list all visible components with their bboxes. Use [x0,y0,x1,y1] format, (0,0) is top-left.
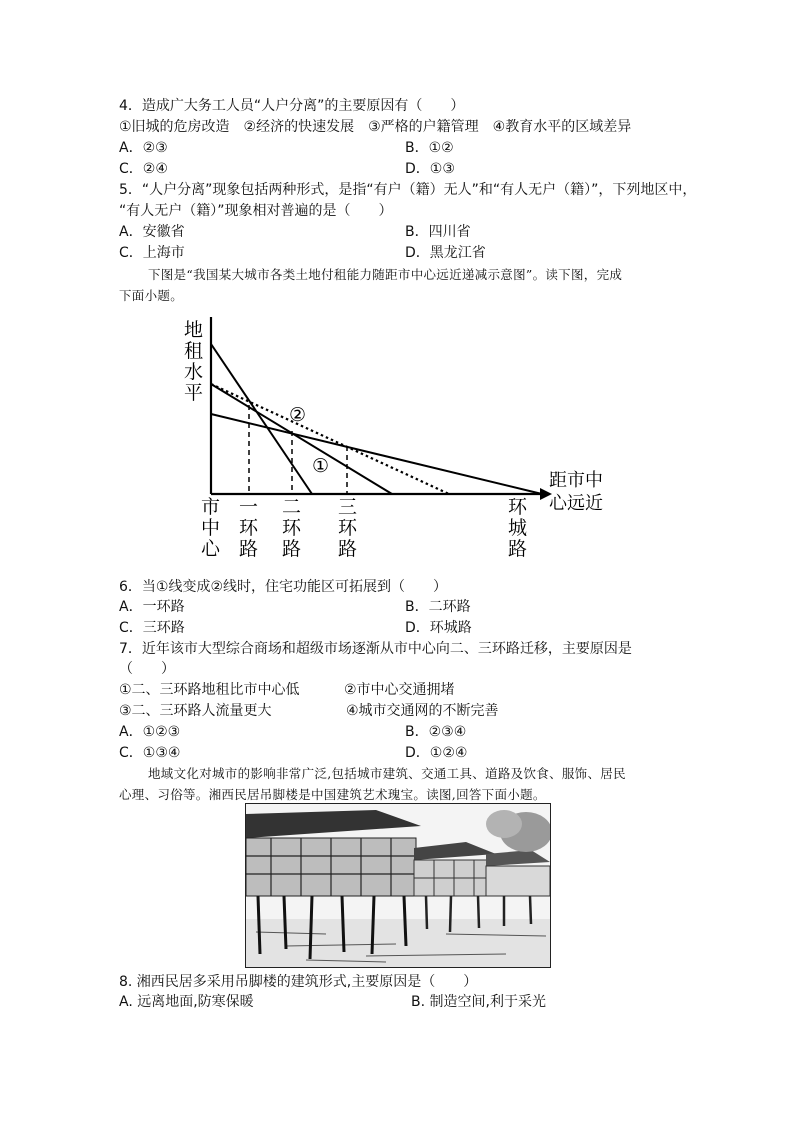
figure-intro-line1: 下图是“我国某大城市各类土地付租能力随距市中心远近递减示意图”。读下图，完成 [148,267,623,282]
y-axis-label-1: 租 [184,340,204,362]
x-tick-3-char2: 路 [338,538,358,560]
x-tick-3-char1: 环 [338,517,358,539]
q4-items: ①旧城的危房改造 ②经济的快速发展 ③严格的户籍管理 ④教育水平的区域差异 [119,119,632,135]
q7-option-c: C．①③④ [119,745,181,761]
y-axis-label-3: 平 [184,382,204,404]
q4-option-a: A．②③ [119,140,168,156]
q7-stem-line2: （ ） [119,661,175,677]
q5-option-a: A．安徽省 [119,224,185,240]
q7-item-4: ④城市交通网的不断完善 [346,703,499,719]
x-tick-2-char2: 路 [282,538,302,560]
q4-stem: 4．造成广大务工人员“人户分离”的主要原因有（ ） [119,98,465,114]
q7-item-1: ①二、三环路地租比市中心低 [119,682,300,698]
rent-curve-diagram [170,312,620,564]
x-axis-label-line2: 心远近 [549,493,603,514]
x-tick-0-char1: 中 [201,517,221,539]
culture-intro-line2: 心理、习俗等。湘西民居吊脚楼是中国建筑艺术瑰宝。读图,回答下面小题。 [119,787,546,802]
y-axis-label-0: 地 [184,319,204,341]
x-tick-4-char0: 环 [508,496,528,518]
rent-line-2-dotted [211,384,449,494]
q5-stem-line2: “有人无户（籍）”现象相对普遍的是（ ） [119,203,393,219]
q8-stem: 8. 湘西民居多采用吊脚楼的建筑形式,主要原因是（ ） [119,974,478,990]
x-tick-1-char0: 一 [239,496,259,518]
q6-option-d: D．环城路 [405,620,472,636]
q7-option-d: D．①②④ [405,745,468,761]
x-tick-3-char0: 三 [338,496,358,518]
q6-option-c: C．三环路 [119,620,185,636]
x-tick-0-char0: 市 [201,496,221,518]
q5-option-b: B．四川省 [405,224,471,240]
q7-option-b: B．②③④ [405,724,467,740]
q8-option-b: B. 制造空间,利于采光 [411,994,546,1010]
x-tick-1-char1: 环 [239,517,259,539]
line-marker-1: ① [312,455,330,477]
rent-line-industrial [211,414,542,494]
line-marker-2: ② [289,404,307,426]
x-tick-0-char2: 心 [201,538,221,560]
q7-item-2: ②市中心交通拥堵 [344,682,455,698]
q4-option-d: D．①③ [405,161,455,177]
q7-stem-line1: 7．近年该市大型综合商场和超级市场逐渐从市中心向二、三环路迁移，主要原因是 [119,641,632,657]
q5-option-d: D．黑龙江省 [405,245,486,261]
stilt-house-illustration [245,803,551,968]
x-tick-4-char1: 城 [508,517,528,539]
x-tick-2-char0: 二 [282,496,302,518]
q4-option-b: B．①② [405,140,454,156]
y-axis-label-2: 水 [184,361,204,383]
x-tick-1-char2: 路 [239,538,259,560]
q4-option-c: C．②④ [119,161,168,177]
culture-intro-line1: 地域文化对城市的影响非常广泛,包括城市建筑、交通工具、道路及饮食、服饰、居民 [148,766,626,781]
figure-intro-line2: 下面小题。 [119,288,184,303]
q6-option-b: B．二环路 [405,599,471,615]
q5-option-c: C．上海市 [119,245,185,261]
q6-option-a: A．一环路 [119,599,185,615]
x-tick-2-char1: 环 [282,517,302,539]
q7-item-3: ③二、三环路人流量更大 [119,703,272,719]
x-tick-4-char2: 路 [508,538,528,560]
q5-stem-line1: 5．“人户分离”现象包括两种形式，是指“有户（籍）无人”和“有人无户（籍）”，下列地区中， [119,182,697,198]
q8-option-a: A. 远离地面,防寒保暖 [119,994,254,1010]
q7-option-a: A．①②③ [119,724,181,740]
q6-stem: 6．当①线变成②线时，住宅功能区可拓展到（ ） [119,579,448,595]
x-axis-label-line1: 距市中 [549,470,603,491]
